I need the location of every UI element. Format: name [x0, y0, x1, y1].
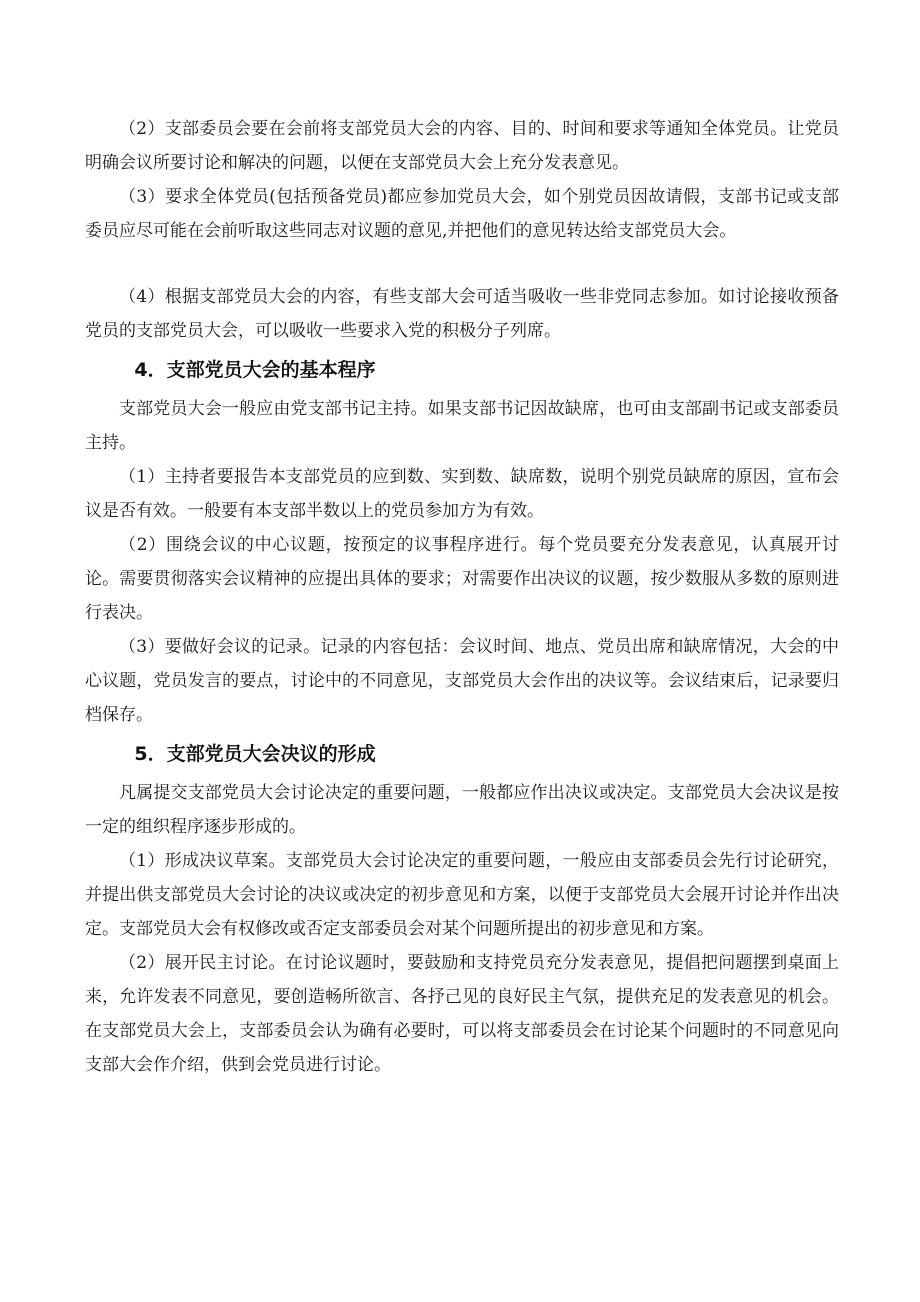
paragraph-report-attendance: （1）主持者要报告本支部党员的应到数、实到数、缺席数，说明个别党员缺席的原因，宣布会议是否有效。一般要有本支部半数以上的党员参加方为有效。 — [85, 467, 839, 521]
paragraph-non-members: （4）根据支部党员大会的内容，有些支部大会可适当吸收一些非党同志参加。如讨论接收预备党员的支部党员大会，可以吸收一些要求入党的积极分子列席。 — [85, 287, 839, 341]
document-body — [85, 112, 839, 1082]
paragraph-resolution-intro: 凡属提交支部党员大会讨论决定的重要问题，一般都应作出决议或决定。支部党员大会决议是按一定的组织程序逐步形成的。 — [85, 783, 839, 837]
paragraph-draft-resolution: （1）形成决议草案。支部党员大会讨论决定的重要问题，一般应由支部委员会先行讨论研究，并提出供支部党员大会讨论的决议或决定的初步意见和方案，以便于支部党员大会展开讨论并作出决定。支部党员大会有权修改或否定支部委员会对某个问题所提出的初步意见和方案。 — [85, 851, 839, 939]
paragraph-notify-members: （2）支部委员会要在会前将支部党员大会的内容、目的、时间和要求等通知全体党员。让党员明确会议所要讨论和解决的问题，以便在支部党员大会上充分发表意见。 — [85, 119, 839, 173]
paragraph-democratic-discussion: （2）展开民主讨论。在讨论议题时，要鼓励和支持党员充分发表意见，提倡把问题摆到桌面上来，允许发表不同意见，要创造畅所欲言、各抒己见的良好民主气氛，提供充足的发表意见的机会。在支部党员大会上，支部委员会认为确有必要时，可以将支部委员会在讨论某个问题时的不同意见向支部大会作介绍，供到会党员进行讨论。 — [85, 953, 839, 1075]
paragraph-all-attend: （3）要求全体党员(包括预备党员)都应参加党员大会，如个别党员因故请假，支部书记或支部委员应尽可能在会前听取这些同志对议题的意见,并把他们的意见转达给支部党员大会。 — [85, 187, 839, 241]
section-heading-resolution: 5．支部党员大会决议的形成 — [134, 743, 376, 765]
paragraph-chair: 支部党员大会一般应由党支部书记主持。如果支部书记因故缺席，也可由支部副书记或支部委员主持。 — [85, 399, 839, 453]
section-heading-procedure: 4．支部党员大会的基本程序 — [134, 359, 376, 381]
paragraph-minutes: （3）要做好会议的记录。记录的内容包括：会议时间、地点、党员出席和缺席情况，大会的中心议题，党员发言的要点，讨论中的不同意见，支部党员大会作出的决议等。会议结束后，记录要归档保存。 — [85, 637, 839, 725]
paragraph-agenda: （2）围绕会议的中心议题，按预定的议事程序进行。每个党员要充分发表意见，认真展开讨论。需要贯彻落实会议精神的应提出具体的要求；对需要作出决议的议题，按少数服从多数的原则进行表决。 — [85, 535, 839, 623]
